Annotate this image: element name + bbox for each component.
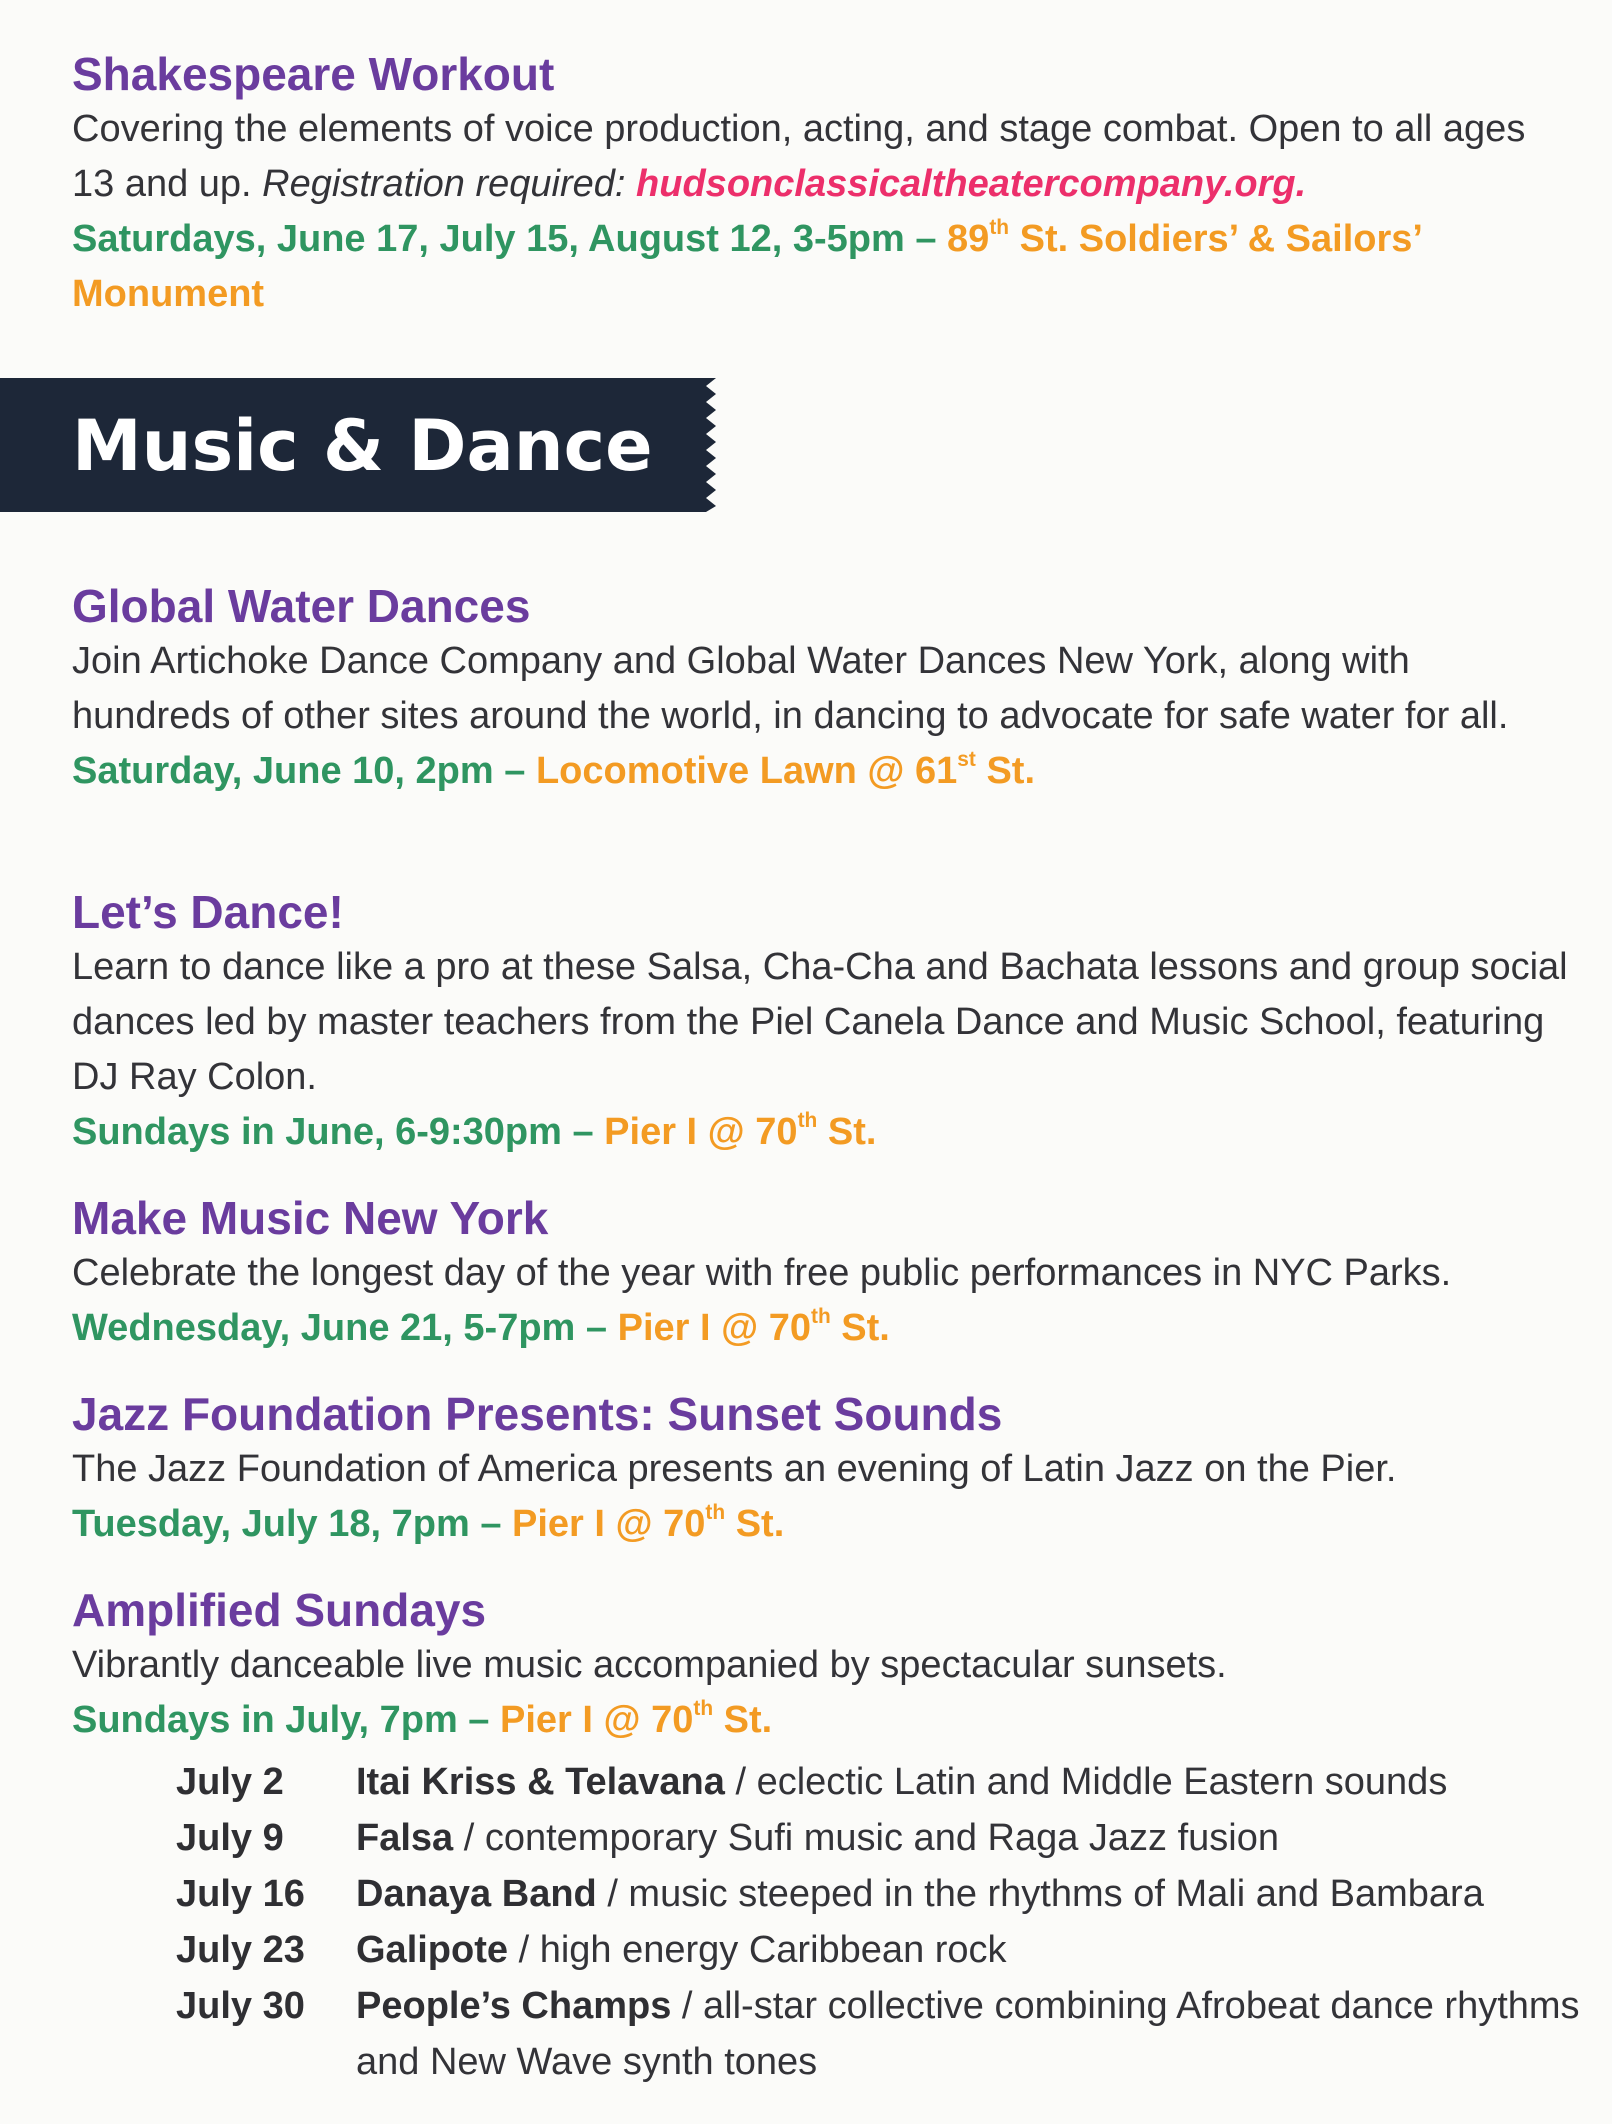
event-location xyxy=(500,1699,772,1741)
event-time: Saturdays, June 17, July 15, August 12, 3-5pm – xyxy=(72,218,937,260)
performer-name: Itai Kriss & Telavana xyxy=(356,1761,725,1803)
location-suffix: St. xyxy=(827,1111,877,1153)
location-number: 89 xyxy=(947,218,990,260)
event-schedule xyxy=(72,1301,1572,1356)
event-description: The Jazz Foundation of America presents an evening of Latin Jazz on the Pier. xyxy=(72,1448,1397,1490)
event-schedule xyxy=(72,1497,1572,1552)
performer-description: / high energy Caribbean rock xyxy=(518,1929,1007,1971)
lineup-date: July 9 xyxy=(176,1817,284,1859)
lineup-date: July 2 xyxy=(176,1761,284,1803)
event-description: Celebrate the longest day of the year with free public performances in NYC Parks. xyxy=(72,1252,1452,1294)
lineup-act xyxy=(356,1810,1596,1866)
lineup-date: July 16 xyxy=(176,1873,305,1915)
lineup-row xyxy=(176,1866,1596,1922)
performer-description: / music steeped in the rhythms of Mali and Bambara xyxy=(607,1873,1484,1915)
registration-label: Registration required: xyxy=(262,163,626,205)
location-ordinal: th xyxy=(693,1697,714,1721)
performer-name: Danaya Band xyxy=(356,1873,597,1915)
event-make-music-new-york xyxy=(72,1190,1572,1356)
event-schedule xyxy=(72,744,1572,799)
location-suffix: St. xyxy=(986,750,1035,792)
section-banner-music-dance xyxy=(0,378,728,512)
event-description xyxy=(72,102,1572,212)
lineup-act xyxy=(356,1978,1596,2090)
performer-name: Falsa xyxy=(356,1817,454,1859)
event-location xyxy=(512,1503,784,1545)
location-suffix: St. xyxy=(723,1699,773,1741)
location-ordinal: th xyxy=(810,1305,831,1329)
event-description: Learn to dance like a pro at these Salsa, Cha-Cha and Bachata lessons and group social dances led by master teachers from the Piel Canela Dance and Music School, featuring DJ Ray Colon. xyxy=(72,946,1568,1098)
event-location xyxy=(536,750,1035,792)
event-amplified-sundays xyxy=(72,1582,1572,1748)
registration-link[interactable]: hudsonclassicaltheatercompany.org. xyxy=(636,163,1307,205)
event-time: Wednesday, June 21, 5-7pm – xyxy=(72,1307,608,1349)
lineup-date: July 30 xyxy=(176,1985,305,2027)
event-title: Global Water Dances xyxy=(72,580,531,632)
location-name: Locomotive Lawn @ 61 xyxy=(535,750,958,792)
event-title: Let’s Dance! xyxy=(72,886,344,938)
section-title: Music & Dance xyxy=(72,405,653,487)
location-name: Pier I @ 70 xyxy=(512,1503,706,1545)
event-time: Sundays in July, 7pm – xyxy=(72,1699,490,1741)
performer-description: / eclectic Latin and Middle Eastern sounds xyxy=(735,1761,1448,1803)
lineup-date: July 23 xyxy=(176,1929,305,1971)
event-schedule xyxy=(72,1105,1572,1160)
performer-name: People’s Champs xyxy=(356,1985,672,2027)
event-title: Jazz Foundation Presents: Sunset Sounds xyxy=(72,1388,1003,1440)
event-time: Tuesday, July 18, 7pm – xyxy=(72,1503,502,1545)
event-global-water-dances xyxy=(72,578,1572,799)
performer-name: Galipote xyxy=(356,1929,509,1971)
event-description: Join Artichoke Dance Company and Global Water Dances New York, along with hundreds of other sites around the world, in dancing to advocate for safe water for all. xyxy=(72,640,1509,737)
performer-lineup xyxy=(176,1754,1596,2090)
location-ordinal: th xyxy=(989,216,1010,240)
location-ordinal: st xyxy=(957,748,976,772)
event-description: Vibrantly danceable live music accompanied by spectacular sunsets. xyxy=(72,1644,1227,1686)
event-shakespeare-workout xyxy=(72,46,1572,322)
lineup-row xyxy=(176,1810,1596,1866)
location-name: St. Soldiers’ & Sailors’ Monument xyxy=(72,218,1421,315)
location-name: Pier I @ 70 xyxy=(617,1307,811,1349)
location-name: Pier I @ 70 xyxy=(604,1111,798,1153)
performer-description: / all-star collective combining Afrobeat dance rhythms and New Wave synth tones xyxy=(356,1985,1580,2083)
event-title: Amplified Sundays xyxy=(72,1584,487,1636)
event-schedule xyxy=(72,1693,1572,1748)
lineup-act xyxy=(356,1866,1596,1922)
event-time: Sundays in June, 6-9:30pm – xyxy=(72,1111,594,1153)
lineup-act xyxy=(356,1922,1596,1978)
location-suffix: St. xyxy=(735,1503,785,1545)
lineup-act xyxy=(356,1754,1596,1810)
event-schedule xyxy=(72,212,1572,322)
event-jazz-foundation xyxy=(72,1386,1572,1552)
event-lets-dance xyxy=(72,884,1572,1160)
location-ordinal: th xyxy=(705,1501,726,1525)
event-location xyxy=(604,1111,876,1153)
location-name: Pier I @ 70 xyxy=(500,1699,694,1741)
event-time: Saturday, June 10, 2pm – xyxy=(72,750,526,792)
event-location xyxy=(618,1307,890,1349)
event-title: Make Music New York xyxy=(72,1192,549,1244)
description-text: Covering the elements of voice production, acting, and stage combat. Open to all ages 13 and up. xyxy=(72,108,1526,205)
lineup-row xyxy=(176,1754,1596,1810)
event-title: Shakespeare Workout xyxy=(72,48,555,100)
performer-description: / contemporary Sufi music and Raga Jazz fusion xyxy=(463,1817,1280,1859)
lineup-row xyxy=(176,1922,1596,1978)
location-ordinal: th xyxy=(797,1109,818,1133)
location-suffix: St. xyxy=(841,1307,890,1349)
lineup-row xyxy=(176,1978,1596,2090)
